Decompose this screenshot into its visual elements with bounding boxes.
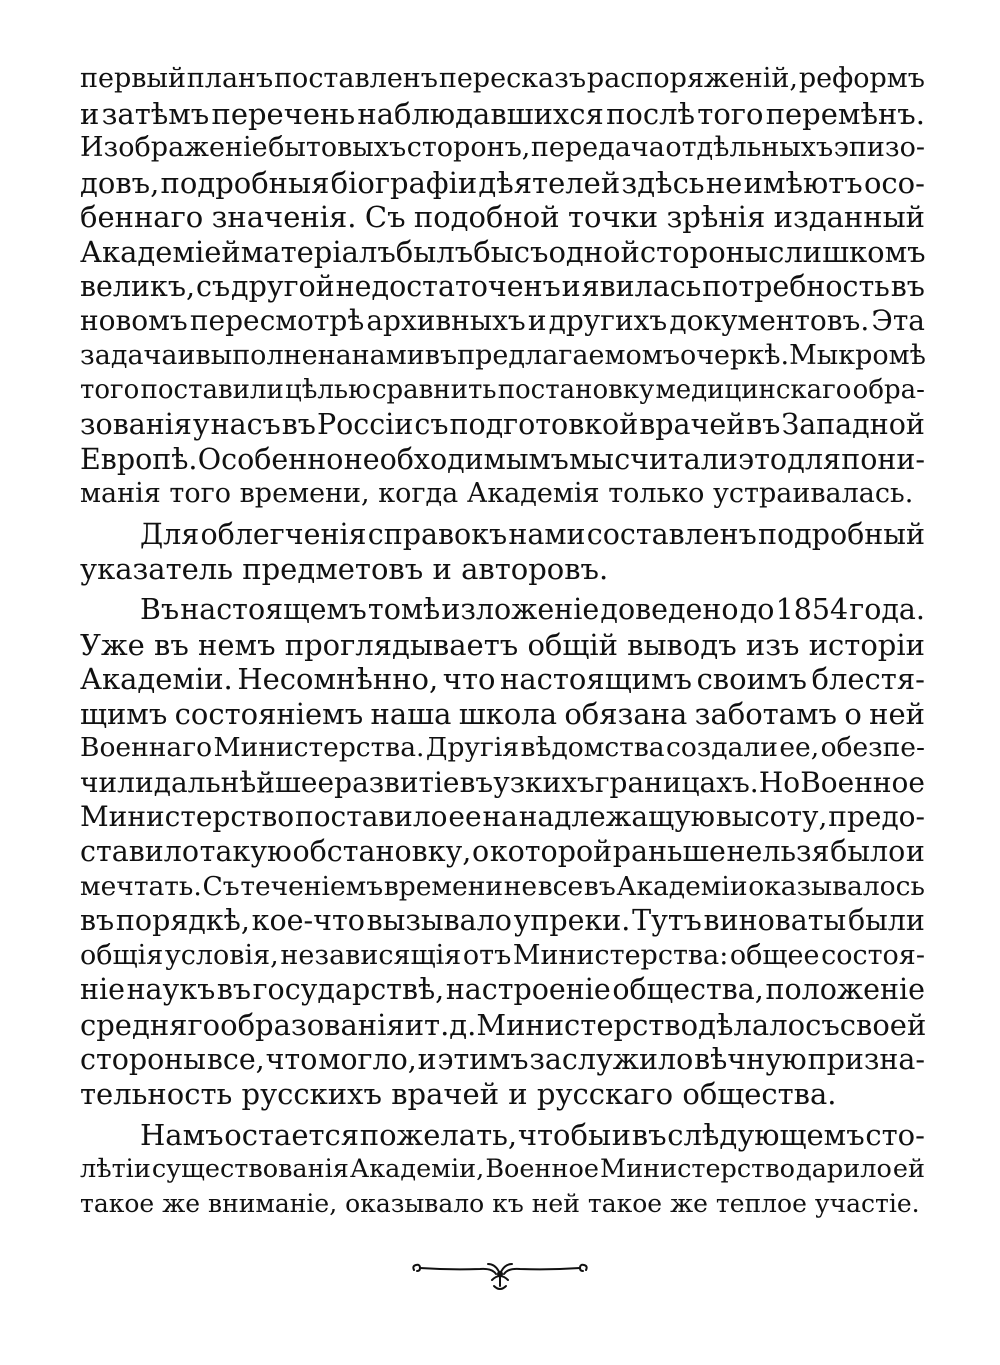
word: врачей — [639, 407, 746, 441]
word: и — [905, 835, 925, 869]
word: составленъ — [586, 517, 757, 551]
word: потребность — [702, 269, 890, 303]
word: зованія — [80, 407, 192, 441]
word: архивныхъ — [366, 304, 526, 338]
word: сто- — [865, 1117, 925, 1152]
word: подробный — [758, 517, 925, 551]
word: Другія — [425, 732, 520, 764]
word: остается — [224, 1117, 360, 1152]
word: теченіемъ — [240, 870, 384, 902]
word: новомъ — [80, 304, 188, 338]
word: Мы — [789, 339, 839, 371]
word: все, — [206, 1042, 265, 1076]
word: такое — [587, 1189, 663, 1218]
word: Министерства: — [512, 939, 729, 971]
word: общества, — [612, 973, 764, 1007]
word: Европѣ. — [80, 442, 198, 476]
word: имѣютъ — [743, 165, 863, 200]
word: затѣмъ — [101, 96, 210, 131]
word: Военное — [485, 1154, 599, 1185]
word: высоту, — [715, 800, 828, 834]
word: оказывалось — [748, 870, 925, 902]
word: Эта — [871, 304, 925, 338]
word: исторіи — [808, 627, 925, 662]
word: выполнена — [195, 339, 352, 371]
paragraph-3 — [80, 593, 925, 1112]
word: указатель — [80, 552, 234, 587]
word: щимъ — [80, 696, 168, 731]
word: стороны — [80, 1042, 206, 1076]
word: вниманіе, — [208, 1189, 338, 1218]
word: Академіи — [616, 870, 748, 902]
word: своимъ — [696, 662, 807, 697]
word: зрѣнія — [666, 200, 766, 235]
word: до — [739, 592, 775, 626]
word: послѣ — [606, 96, 696, 131]
word: кромѣ — [838, 339, 926, 371]
text-line — [80, 1077, 925, 1112]
word: для — [787, 442, 841, 476]
text-line — [80, 662, 925, 697]
word: этимъ — [437, 1042, 529, 1076]
word: врачей — [391, 1077, 500, 1112]
word: могло, — [318, 1042, 417, 1076]
word: пересмотрѣ — [189, 304, 365, 338]
word: которой — [489, 835, 613, 869]
word: ней — [531, 1189, 580, 1218]
word: не — [705, 165, 743, 200]
word: заслужило — [529, 1042, 694, 1076]
text-line — [80, 235, 925, 270]
word: бы — [473, 234, 514, 269]
word: слѣдующемъ — [667, 1117, 865, 1152]
word: виноваты — [703, 904, 847, 938]
text-page — [80, 62, 925, 1222]
word: вызывало — [366, 904, 512, 938]
word: матеріалъ — [240, 234, 396, 269]
word: наша — [370, 696, 452, 731]
word: были — [847, 904, 925, 938]
word: въ — [746, 407, 781, 441]
word: и — [417, 1042, 437, 1076]
word: значенія. — [211, 200, 357, 235]
word: Министерство — [80, 800, 295, 834]
word: настроеніе — [445, 973, 611, 1007]
word: дарило — [796, 1154, 892, 1185]
word: великъ, — [80, 269, 196, 303]
word: состоя- — [821, 939, 925, 971]
word: въ — [631, 1117, 667, 1152]
word: Россіи — [316, 407, 414, 441]
word: немъ — [198, 627, 276, 662]
word: дѣятелей — [478, 165, 621, 200]
word: Особенно — [197, 442, 344, 476]
word: ніе — [80, 973, 125, 1007]
word: государствѣ, — [252, 973, 445, 1007]
text-line — [80, 200, 925, 235]
word: на — [482, 800, 518, 834]
word: Академіи, — [349, 1154, 485, 1185]
word: эпизо- — [833, 132, 925, 164]
text-line — [80, 166, 925, 201]
word: независящія — [280, 939, 462, 971]
word: Съ — [202, 870, 240, 902]
word: предметовъ — [242, 552, 424, 587]
word: Но — [758, 765, 801, 799]
word: блестя- — [811, 662, 925, 697]
word: выводъ — [627, 627, 737, 662]
word: томѣ — [367, 592, 441, 626]
word: и — [527, 304, 547, 338]
word: въ — [154, 627, 189, 662]
word: реформъ — [798, 63, 925, 94]
text-line — [80, 766, 925, 801]
word: планъ — [186, 63, 274, 94]
word: нельзя — [726, 835, 830, 869]
word: мечтать. — [80, 870, 202, 902]
paragraph-1 — [80, 62, 925, 512]
word: что — [265, 1042, 318, 1076]
word: предо- — [828, 800, 925, 834]
word: нами — [351, 339, 425, 371]
word: же — [670, 1189, 708, 1218]
text-line — [80, 731, 925, 766]
word: въ — [583, 870, 616, 902]
text-line — [80, 1152, 925, 1187]
text-line — [80, 939, 925, 974]
word: нами — [508, 517, 586, 551]
word: въ — [80, 904, 115, 938]
word: заботамъ — [694, 696, 838, 731]
word: и — [561, 269, 581, 303]
word: не — [503, 870, 538, 902]
word: границахъ. — [594, 765, 759, 799]
word: такое — [80, 1189, 155, 1218]
word: и — [177, 339, 196, 371]
word: біографіи — [330, 165, 478, 200]
word: другой — [231, 269, 335, 303]
word: считали — [614, 442, 738, 476]
word: Въ — [140, 592, 180, 626]
word: и — [80, 96, 100, 131]
word: Министерства. — [213, 732, 425, 764]
word: кое-что — [251, 904, 365, 938]
word: было — [830, 835, 906, 869]
word: дальнѣйшее — [153, 765, 335, 799]
word: первый — [80, 63, 186, 94]
word: авторовъ. — [461, 552, 609, 587]
word: изложеніе — [441, 592, 600, 626]
word: Министерство — [476, 1008, 699, 1043]
word: былъ — [395, 234, 474, 269]
word: съ — [513, 234, 549, 269]
text-line — [80, 373, 925, 408]
word: ей — [892, 1154, 925, 1185]
fleuron-ornament-icon — [410, 1258, 590, 1294]
word: обезпе- — [820, 732, 925, 764]
text-line — [80, 408, 925, 443]
text-line — [80, 835, 925, 870]
word: тельность — [80, 1077, 233, 1112]
text-line — [80, 1118, 925, 1153]
text-line — [80, 518, 925, 553]
text-line — [80, 339, 925, 374]
word: общій — [527, 627, 618, 662]
word: вѣчную — [694, 1042, 807, 1076]
word: ее, — [779, 732, 820, 764]
word: времени — [383, 870, 504, 902]
word: Академія — [466, 478, 600, 510]
word: года. — [849, 592, 925, 626]
text-line — [80, 870, 925, 905]
word: лѣтіи — [80, 1154, 151, 1185]
word: оказывало — [345, 1189, 485, 1218]
word: того — [80, 375, 140, 406]
text-line — [80, 1187, 925, 1222]
word: развитіе — [334, 765, 460, 799]
word: манія — [80, 478, 161, 510]
word: состояніемъ — [174, 696, 364, 731]
word: явилась — [581, 269, 702, 303]
word: же — [162, 1189, 201, 1218]
word: поставленъ — [274, 63, 438, 94]
text-line — [80, 1043, 925, 1078]
word: доведено — [600, 592, 739, 626]
word: мы — [569, 442, 614, 476]
text-line — [80, 904, 925, 939]
word: предлагаемомъ — [457, 339, 680, 371]
word: Намъ — [140, 1117, 224, 1152]
word: т. — [424, 1008, 450, 1043]
word: узкихъ — [493, 765, 595, 799]
word: и — [508, 1077, 528, 1112]
word: изданный — [773, 200, 925, 235]
word: образованія — [220, 1008, 405, 1043]
word: подробныя — [160, 165, 330, 200]
word: осо- — [863, 165, 925, 200]
word: отдѣльныхъ — [665, 132, 834, 164]
word: Академіи. — [80, 662, 233, 697]
word: ней — [869, 696, 925, 731]
word: ее — [448, 800, 482, 834]
word: недостаточенъ — [335, 269, 561, 303]
text-line — [80, 62, 925, 97]
word: у — [192, 407, 210, 441]
word: положеніе — [765, 973, 925, 1007]
word: обстановку, — [292, 835, 472, 869]
word: когда — [378, 478, 459, 510]
word: стороны — [639, 234, 769, 269]
text-line — [80, 973, 925, 1008]
text-line — [80, 477, 925, 512]
word: въ — [281, 407, 316, 441]
word: того — [169, 478, 231, 510]
word: перечень — [211, 96, 356, 131]
word: теплое — [715, 1189, 807, 1218]
word: Изображеніе — [80, 132, 268, 164]
word: дѣлало — [698, 1008, 806, 1043]
word: другихъ — [548, 304, 668, 338]
word: здѣсь — [621, 165, 705, 200]
word: вѣдомства — [520, 732, 665, 764]
word: общее — [729, 939, 820, 971]
text-line — [80, 628, 925, 663]
text-line — [80, 443, 925, 478]
word: того — [697, 96, 764, 131]
word: подобной — [413, 200, 560, 235]
word: общія — [80, 939, 164, 971]
text-line — [80, 270, 925, 305]
word: насъ — [210, 407, 281, 441]
word: къ — [492, 1189, 524, 1218]
word: Для — [140, 517, 200, 551]
word: облегченія — [200, 517, 367, 551]
word: такую — [199, 835, 292, 869]
word: школа — [458, 696, 557, 731]
word: что — [442, 662, 496, 697]
word: создали — [666, 732, 778, 764]
text-line — [80, 1008, 925, 1043]
word: все — [537, 870, 584, 902]
word: времени, — [239, 478, 370, 510]
text-line — [80, 304, 925, 339]
word: передача — [530, 132, 665, 164]
word: постановку — [497, 375, 655, 406]
word: пересказъ — [438, 63, 587, 94]
word: своей — [839, 1008, 927, 1043]
word: условія, — [164, 939, 279, 971]
word: съ — [805, 1008, 840, 1043]
word: д. — [449, 1008, 477, 1043]
word: ставило — [80, 835, 200, 869]
word: порядкѣ, — [115, 904, 250, 938]
word: Несомнѣнно, — [237, 662, 439, 697]
word: одной — [548, 234, 640, 269]
word: и — [432, 552, 452, 587]
word: сравнить — [371, 375, 497, 406]
word: съ — [195, 269, 231, 303]
word: пони- — [841, 442, 925, 476]
word: участіе. — [814, 1189, 920, 1218]
word: настоящимъ — [500, 662, 692, 697]
word: подготовкой — [449, 407, 639, 441]
word: точки — [567, 200, 659, 235]
word: чтобы — [517, 1117, 612, 1152]
word: цѣлью — [285, 375, 371, 406]
word: обра- — [852, 375, 925, 406]
paragraph-2 — [80, 518, 925, 587]
word: медицинскаго — [655, 375, 852, 406]
word: существованія — [151, 1154, 349, 1185]
word: упреки. — [513, 904, 631, 938]
word: о — [844, 696, 862, 731]
word: Военнаго — [80, 732, 213, 764]
paragraph-4 — [80, 1118, 925, 1222]
word: документовъ. — [669, 304, 870, 338]
word: съ — [414, 407, 449, 441]
text-line — [80, 97, 925, 132]
word: надлежащую — [518, 800, 716, 834]
word: средняго — [80, 1008, 221, 1043]
word: устраивалась. — [713, 478, 914, 510]
text-line — [80, 552, 925, 587]
word: проглядываетъ — [284, 627, 519, 662]
word: и — [404, 1008, 425, 1043]
text-line — [80, 131, 925, 166]
word: Министерство — [599, 1154, 795, 1185]
word: о — [472, 835, 490, 869]
word: бытовыхъ — [268, 132, 407, 164]
word: очеркѣ. — [679, 339, 790, 371]
text-line — [80, 800, 925, 835]
word: Съ — [364, 200, 406, 235]
word: русскихъ — [241, 1077, 382, 1112]
word: изъ — [745, 627, 800, 662]
word: наукъ — [126, 973, 216, 1007]
word: перемѣнъ. — [765, 96, 925, 131]
word: обязана — [564, 696, 688, 731]
word: беннаго — [80, 200, 204, 235]
word: въ — [459, 765, 494, 799]
word: русскаго — [536, 1077, 674, 1112]
text-line — [80, 697, 925, 732]
word: Академіей — [80, 234, 241, 269]
word: въ — [890, 269, 925, 303]
word: довъ, — [80, 165, 160, 200]
word: наблюдавшихся — [357, 96, 604, 131]
word: распоряженій, — [586, 63, 799, 94]
word: слишкомъ — [768, 234, 926, 269]
word: сторонъ, — [406, 132, 531, 164]
word: необходимымъ — [343, 442, 569, 476]
word: общества. — [682, 1077, 837, 1112]
word: въ — [424, 339, 458, 371]
word: задача — [80, 339, 178, 371]
word: Западной — [781, 407, 925, 441]
word: призна- — [807, 1042, 925, 1076]
word: и — [611, 1117, 632, 1152]
word: поставило — [295, 800, 448, 834]
word: Уже — [80, 627, 145, 662]
word: настоящемъ — [180, 592, 367, 626]
word: въ — [216, 973, 252, 1007]
word: Военное — [800, 765, 925, 799]
word: справокъ — [367, 517, 508, 551]
word: чили — [80, 765, 154, 799]
word: поставили — [140, 375, 284, 406]
word: Тутъ — [632, 904, 702, 938]
word: раньше — [612, 835, 726, 869]
word: отъ — [462, 939, 512, 971]
word: пожелать, — [359, 1117, 518, 1152]
word: это — [738, 442, 788, 476]
text-line — [80, 593, 925, 628]
word: только — [608, 478, 705, 510]
word: 1854 — [775, 592, 849, 626]
